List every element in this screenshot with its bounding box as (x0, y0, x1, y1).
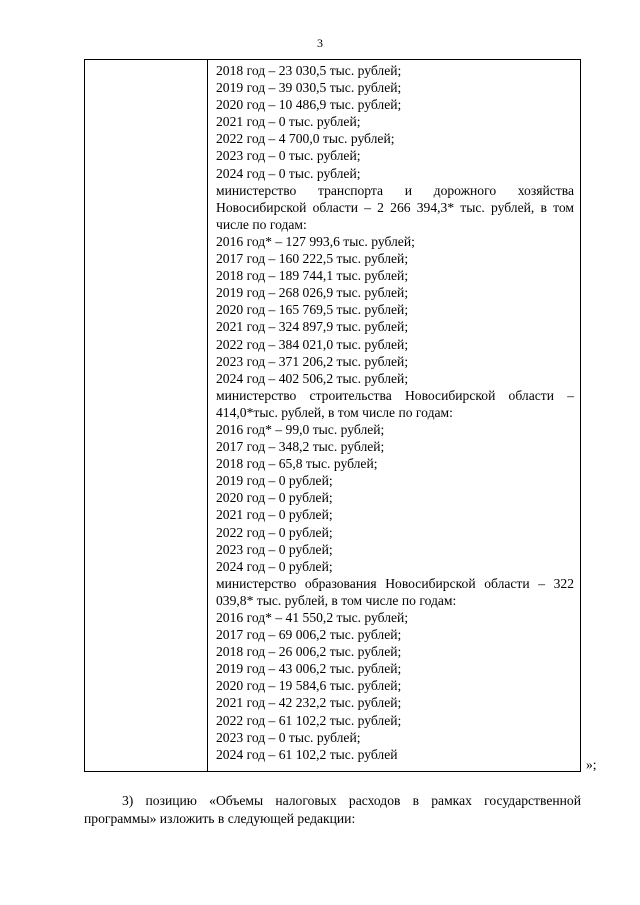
transport-ministry-heading: министерство транспорта и дорожного хозяйства Новосибирской области – 2 266 394,3* тыс. рублей, в том числе по годам: (216, 182, 574, 232)
funding-line: 2021 год – 42 232,2 тыс. рублей; (216, 695, 402, 711)
funding-line: 2019 год – 39 030,5 тыс. рублей; (216, 80, 402, 96)
funding-line: 2020 год – 10 486,9 тыс. рублей; (216, 97, 402, 113)
top-lines-group (216, 62, 574, 182)
funding-line: 2024 год – 0 рублей; (216, 558, 333, 574)
funding-line: 2022 год – 61 102,2 тыс. рублей; (216, 712, 402, 728)
funding-line: 2022 год – 384 021,0 тыс. рублей; (216, 336, 409, 352)
construction-lines-group (216, 421, 574, 575)
funding-line: 2018 год – 65,8 тыс. рублей; (216, 456, 378, 472)
education-lines-group (216, 609, 574, 763)
transport-lines-group (216, 233, 574, 387)
funding-line: 2023 год – 0 тыс. рублей; (216, 148, 361, 164)
funding-line: 2018 год – 26 006,2 тыс. рублей; (216, 644, 402, 660)
education-ministry-heading: министерство образования Новосибирской области – 322 039,8* тыс. рублей, в том числе по годам: (216, 575, 574, 608)
funding-line: 2017 год – 160 222,5 тыс. рублей; (216, 251, 409, 267)
funding-line: 2022 год – 0 рублей; (216, 524, 333, 540)
funding-line: 2024 год – 0 тыс. рублей; (216, 165, 361, 181)
funding-line: 2020 год – 0 рублей; (216, 490, 333, 506)
funding-line: 2021 год – 0 тыс. рублей; (216, 114, 361, 130)
funding-line: 2021 год – 324 897,9 тыс. рублей; (216, 319, 409, 335)
funding-cell (216, 62, 574, 763)
item-3-line-1: 3) позицию «Объемы налоговых расходов в рамках государственной (122, 793, 581, 808)
funding-line: 2023 год – 371 206,2 тыс. рублей; (216, 353, 409, 369)
item-3-line-2: программы» изложить в следующей редакции: (84, 810, 356, 826)
funding-line: 2023 год – 0 тыс. рублей; (216, 729, 361, 745)
construction-ministry-heading: министерство строительства Новосибирской области – 414,0*тыс. рублей, в том числе по годам: (216, 387, 574, 420)
funding-line: 2016 год* – 41 550,2 тыс. рублей; (216, 610, 409, 625)
funding-line: 2020 год – 19 584,6 тыс. рублей; (216, 678, 402, 694)
column-divider (207, 60, 208, 771)
funding-line: 2018 год – 189 744,1 тыс. рублей; (216, 268, 409, 284)
item-3-paragraph (84, 792, 581, 827)
funding-line: 2024 год – 61 102,2 тыс. рублей (216, 746, 398, 762)
funding-line: 2017 год – 69 006,2 тыс. рублей; (216, 627, 402, 643)
funding-line: 2016 год* – 127 993,6 тыс. рублей; (216, 233, 415, 249)
funding-line: 2019 год – 268 026,9 тыс. рублей; (216, 285, 409, 301)
closing-quote-mark: »; (586, 757, 597, 772)
funding-line: 2024 год – 402 506,2 тыс. рублей; (216, 370, 409, 386)
funding-line: 2019 год – 0 рублей; (216, 473, 333, 489)
program-table (84, 59, 581, 772)
funding-line: 2019 год – 43 006,2 тыс. рублей; (216, 661, 402, 677)
funding-line: 2016 год* – 99,0 тыс. рублей; (216, 421, 385, 437)
funding-line: 2017 год – 348,2 тыс. рублей; (216, 439, 385, 455)
funding-line: 2022 год – 4 700,0 тыс. рублей; (216, 131, 395, 147)
page-number: 3 (317, 36, 323, 50)
funding-line: 2020 год – 165 769,5 тыс. рублей; (216, 302, 409, 318)
funding-line: 2018 год – 23 030,5 тыс. рублей; (216, 63, 402, 78)
funding-line: 2021 год – 0 рублей; (216, 507, 333, 523)
funding-line: 2023 год – 0 рублей; (216, 541, 333, 557)
